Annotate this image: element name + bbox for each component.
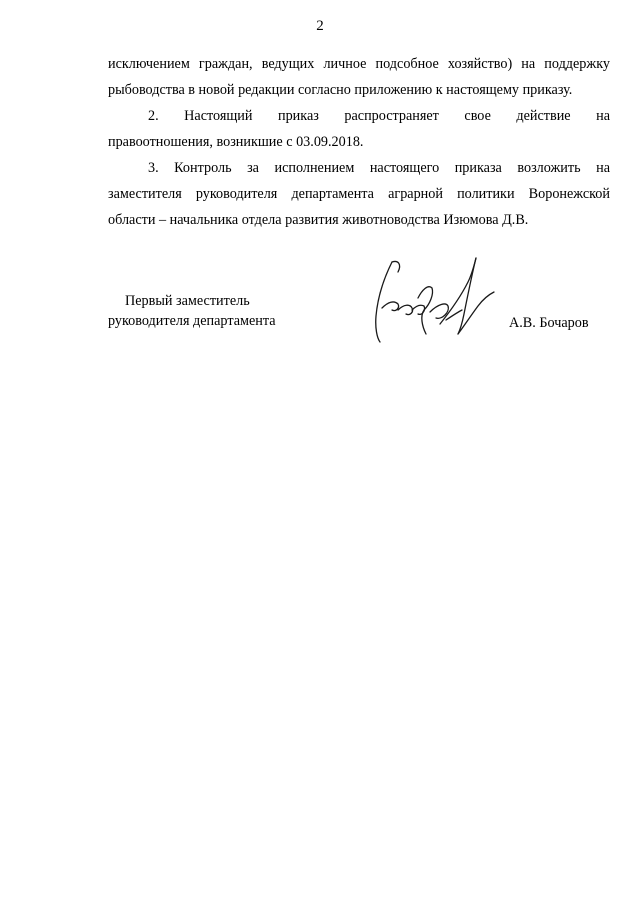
signatory-name: А.В. Бочаров [509,315,589,331]
paragraph-line: правоотношения, возникшие с 03.09.2018. [108,134,364,150]
paragraph-continuation [108,51,610,103]
position-line: Первый заместитель [125,293,250,309]
handwritten-signature [368,254,498,346]
paragraph-line: области – начальника отдела развития животноводства Изюмова Д.В. [108,212,529,228]
position-line: руководителя департамента [108,313,276,329]
paragraph-line: заместителя руководителя департамента аграрной политики Воронежской [108,186,610,202]
paragraph-line: исключением граждан, ведущих личное подсобное хозяйство) на поддержку [108,56,610,72]
paragraph-line: 2. Настоящий приказ распространяет свое действие на [148,108,610,124]
paragraph-control [108,155,610,233]
paragraph-line: 3. Контроль за исполнением настоящего приказа возложить на [148,160,610,176]
page-number: 2 [316,18,324,34]
paragraph-line: рыбоводства в новой редакции согласно приложению к настоящему приказу. [108,82,573,98]
signatory-position [108,291,276,331]
paragraph-effective-date [108,103,610,155]
